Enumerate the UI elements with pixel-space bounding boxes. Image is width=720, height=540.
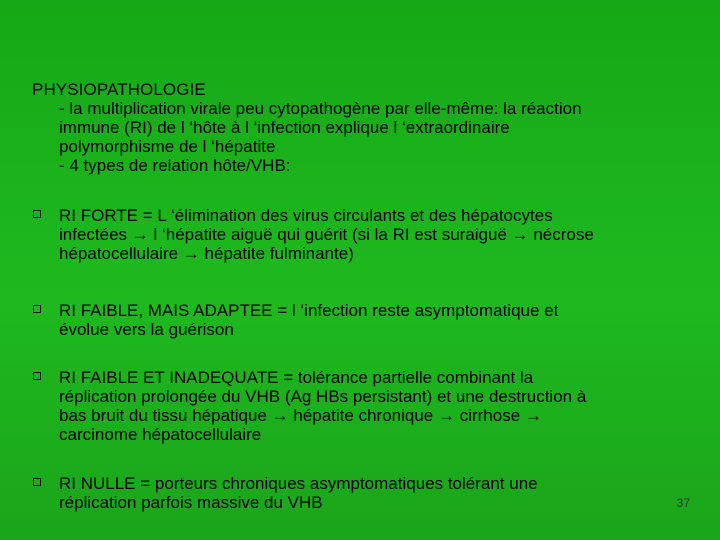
intro-line-4: [59, 156, 699, 175]
bullet-line: hépatocellulaire → hépatite fulminante): [59, 244, 354, 263]
bullet-line: RI NULLE = porteurs chroniques asymptomatiques tolérant une: [59, 474, 538, 493]
bullet-ri-nulle: [33, 474, 693, 512]
intro-line-1: [59, 99, 699, 118]
square-bullet-icon: [33, 477, 43, 487]
bullet-ri-faible-inadequate: [33, 368, 693, 444]
bullet-ri-forte: [33, 206, 693, 263]
page-number: 37: [676, 496, 690, 510]
square-bullet-icon: [33, 304, 43, 314]
bullet-line: réplication prolongée du VHB (Ag HBs persistant) et une destruction à: [59, 387, 587, 406]
intro-text-1: - la multiplication virale peu cytopathogène par elle-même: la réaction: [59, 99, 582, 118]
square-bullet-icon: [33, 209, 43, 219]
bullet-line: réplication parfois massive du VHB: [59, 493, 323, 512]
intro-text-4: - 4 types de relation hôte/VHB:: [59, 156, 291, 175]
bullet-line: infectées → l ‘hépatite aiguë qui guérit (si la RI est suraiguë → nécrose: [59, 225, 594, 244]
intro-line-3: [59, 137, 699, 156]
square-bullet-icon: [33, 371, 43, 381]
bullet-line: RI FAIBLE ET INADEQUATE = tolérance partielle combinant la: [59, 368, 534, 387]
bullet-line: bas bruit du tissu hépatique → hépatite chronique → cirrhose →: [59, 406, 542, 425]
bullet-line: évolue vers la guérison: [59, 320, 234, 339]
bullet-line: RI FORTE = L ‘élimination des virus circulants et des hépatocytes: [59, 206, 553, 225]
intro-text-2: immune (RI) de l ‘hôte à l ‘infection explique l ‘extraordinaire: [59, 118, 510, 137]
intro-line-2: [59, 118, 699, 137]
slide-heading: PHYSIOPATHOLOGIE: [32, 80, 206, 99]
bullet-ri-faible-adaptee: [33, 301, 693, 339]
intro-text-3: polymorphisme de l ‘hépatite: [59, 137, 276, 156]
bullet-line: RI FAIBLE, MAIS ADAPTEE = l ‘infection reste asymptomatique et: [59, 301, 559, 320]
bullet-line: carcinome hépatocellulaire: [59, 425, 262, 444]
